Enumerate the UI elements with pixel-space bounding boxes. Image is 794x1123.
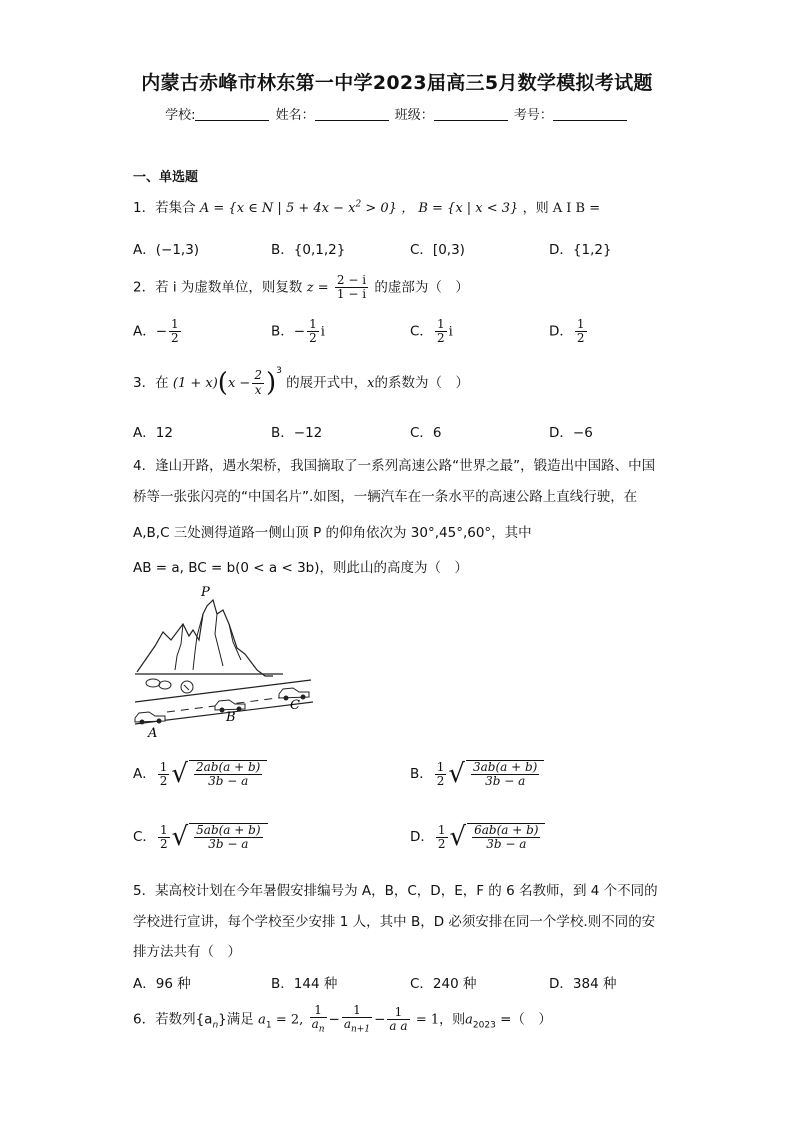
school-blank[interactable] [195,108,269,121]
q1-set-b: ， B = {x | x < 3} [401,201,519,216]
label-a: A [148,726,158,741]
q1-set-a-end: > 0} [361,201,397,216]
q4-b-num: 3ab(a + b) [472,760,538,774]
q2-fraction [335,274,368,301]
q6-frac-2-num: 1 [342,1004,372,1018]
q1-square: 2 [355,199,362,210]
car-a-wheel-rear [157,719,162,724]
q6-frac-3-den: a a [389,1019,408,1034]
q1-lead: 1．若集合 [133,200,196,216]
q4-line-3: A,B,C 三处测得道路一侧山顶 P 的仰角依次为 30°,45°,60°，其中 [133,525,532,541]
q2-option-c-label: C． [410,323,433,340]
q2-option-c[interactable] [410,318,453,345]
name-label: 姓名： [275,108,315,123]
mountain-outline [137,600,273,676]
q6-frac-1-num: 1 [310,1004,327,1018]
student-info-line [0,104,794,123]
q6-frac-1-sub: n [318,1024,325,1035]
q4-d-frac [472,824,540,851]
q3-tail: 的展开式中， [286,375,368,391]
q5-line-3: 排方法共有（ ） [133,944,241,960]
q4-d-half-num: 1 [437,822,446,837]
q2-c-i: i [448,324,453,340]
number-blank[interactable] [553,108,627,121]
q1-option-d[interactable]: D．{1,2} [549,242,612,258]
mountain-ridge-1 [175,624,183,670]
q2-d-frac [575,318,587,345]
q5-option-b[interactable]: B．144 种 [271,976,338,992]
q1-set-a-text: A = {x ∈ N | 5 + 4x − x [199,201,356,216]
rock-mark [184,685,189,690]
q6-frac-2 [342,1004,372,1035]
q4-c-sqrt [189,823,267,851]
label-b: B [226,710,236,725]
mountain-ridge-3 [215,614,223,666]
q6-lead-n: n [212,1020,219,1031]
q4-b-frac [471,761,539,788]
mountain-road-figure [133,584,318,742]
q4-d-num: 6ab(a + b) [474,823,539,837]
q4-option-b[interactable] [410,760,544,788]
q6-a1: a [258,1012,266,1028]
q2-option-a-label: A．− [133,323,168,340]
q2-option-d[interactable] [549,318,589,345]
q2-c-frac [435,318,447,345]
q6-frac-2-den [342,1018,372,1035]
q4-b-half [435,761,447,788]
q1-set-a [200,201,397,216]
car-c-wheel-front [284,696,289,701]
q5-option-d[interactable]: D．384 种 [549,976,617,992]
q4-a-half-num: 1 [159,759,168,774]
q4-d-half-den: 2 [437,836,446,851]
q2-numerator: 2 − i [336,273,367,287]
question-3 [133,366,469,398]
q5-option-a[interactable]: A．96 种 [133,976,191,992]
q4-c-num: 5ab(a + b) [196,823,261,837]
q1-option-c[interactable]: C．[0,3) [410,242,465,258]
q3-tail2: 的系数为（ ） [374,375,469,391]
q2-option-b[interactable] [271,318,325,345]
q4-c-half-num: 1 [159,822,168,837]
q2-b-i: i [320,324,325,340]
q4-b-half-den: 2 [436,773,445,788]
question-1 [133,196,600,216]
rock [181,681,193,693]
q4-d-half [436,824,448,851]
q2-c-num: 1 [436,317,445,331]
q4-a-frac [194,761,262,788]
q4-b-radical: √ [448,759,465,790]
q6-frac-1-a: a [311,1017,319,1032]
q2-b-den: 2 [309,331,317,346]
q4-a-sqrt [189,760,267,788]
q4-option-c-label: C． [133,829,156,846]
q6-eq1: = 1，则 [415,1012,466,1028]
q2-d-den: 2 [576,331,585,346]
q6-lead2: }满足 [218,1011,254,1028]
q5-line-2: 学校进行宣讲，每个学校至少安排 1 人，其中 B，D 必须安排在同一个学校.则不同的安 [133,914,656,930]
q4-d-radical: √ [449,822,467,853]
q6-tail: =（ ） [500,1011,552,1028]
q2-tail: 的虚部为（ ） [374,279,469,296]
q2-option-d-label: D． [549,323,573,340]
q4-d-sqrt [467,823,545,851]
q6-target-sub: 2023 [472,1020,496,1031]
q4-line-4: AB = a, BC = b(0 < a < 3b)，则此山的高度为（ ） [133,560,469,576]
q2-lead: 2．若 i 为虚数单位，则复数 [133,279,303,296]
label-c: C [290,698,300,713]
class-label: 班级： [394,108,434,123]
q4-c-den: 3b − a [208,837,249,852]
q6-eq: = 2, [275,1012,304,1028]
q4-c-half [158,824,170,851]
q6-frac-2-a: a [343,1017,352,1032]
q4-a-half [158,761,170,788]
question-6: 6．若数列$\{a_n\}$满足 $a_1 = 2$, $\frac{1}{a_n}$ − $\frac{1}{a_{n+1}}$ − $\frac{1}{\text{a a}}$ = 1，则$a_{2023}$ =（ ） [133,1003,552,1035]
rock [146,679,160,687]
q2-a-num: 1 [171,317,179,331]
q3-frac [252,369,264,396]
q4-d-den: 3b − a [486,837,527,852]
q3-option-d[interactable]: D．−6 [549,425,593,441]
q3-left-paren: ( [217,368,228,398]
q1-tail: ，则 A I B = [522,201,601,216]
q2-z: z = [306,280,329,296]
q4-c-half-den: 2 [159,836,168,851]
q6-frac-1-den [310,1018,327,1035]
q4-c-radical: √ [171,822,189,853]
car-a-wheel-front [140,720,145,725]
q6-frac-3 [387,1006,409,1033]
q3-right-paren: ) [265,368,277,398]
q4-c-frac [194,824,262,851]
q3-frac-num: 2 [254,368,262,383]
class-blank[interactable] [434,108,508,121]
question-2 [133,274,469,301]
q4-option-d[interactable] [410,823,545,851]
q2-d-num: 1 [576,317,585,331]
q4-a-radical: √ [171,759,188,790]
q5-line-1: 5．某高校计划在今年暑假安排编号为 A，B，C，D，E，F 的 6 名教师，到 4 个不同的 [133,883,658,899]
q3-expr1: (1 + x) [172,376,218,391]
q4-a-half-den: 2 [159,773,168,788]
q4-option-b-label: B． [410,766,433,783]
q3-option-b[interactable]: B．−12 [271,425,323,441]
q4-a-num: 2ab(a + b) [195,760,261,774]
q2-a-den: 2 [171,331,179,346]
q4-option-c[interactable] [133,823,268,851]
q6-frac-1 [310,1004,327,1035]
q2-b-frac [307,318,319,345]
page-title: 内蒙古赤峰市林东第一中学2023届高三5月数学模拟考试题 [141,72,653,94]
rock [159,681,171,689]
q4-a-den: 3b − a [208,774,249,789]
q6-a1-sub: 1 [265,1020,272,1031]
label-p: P [201,585,210,600]
q6-frac-2-sub: n+1 [351,1024,371,1035]
q2-option-a[interactable] [133,318,183,345]
q4-b-sqrt [466,760,544,788]
q2-option-b-label: B．− [271,323,306,340]
q4-b-den: 3b − a [485,774,526,789]
q6-lead: 6．若数列{a [133,1011,213,1028]
section-heading: 一、单选题 [133,170,199,185]
q6-frac-3-num: 1 [387,1006,409,1020]
q1-option-b[interactable]: B．{0,1,2} [271,242,346,258]
q6-target: a [465,1012,473,1028]
name-blank[interactable] [315,108,389,121]
q2-c-den: 2 [436,331,445,346]
q3-lead: 3．在 [133,375,169,391]
q3-expr2: x − [227,376,251,391]
q4-option-a[interactable] [133,760,267,788]
q4-b-half-num: 1 [436,759,445,774]
car-b-wheel-front [220,708,225,713]
q4-line-1: 4．逢山开路，遇水架桥，我国摘取了一系列高速公路“世界之最”，锻造出中国路、中国 [133,458,656,474]
q3-frac-den: x [254,382,262,397]
q2-denominator: 1 − i [336,287,367,302]
q3-option-c[interactable]: C．6 [410,425,442,441]
q2-b-num: 1 [309,317,317,331]
q4-option-a-label: A． [133,766,156,783]
q4-option-d-label: D． [410,829,434,846]
q3-option-a[interactable]: A．12 [133,425,173,441]
q2-a-frac [169,318,181,345]
car-c-wheel-rear [301,695,306,700]
school-label: 学校: [165,108,196,123]
q5-option-c[interactable]: C．240 种 [410,976,477,992]
q3-cube: 3 [276,366,282,376]
q3-x: x [367,376,375,391]
number-label: 考号： [513,108,553,123]
q1-option-a[interactable]: A．(−1,3) [133,242,200,258]
q4-line-2: 桥等一张张闪亮的“中国名片”.如图，一辆汽车在一条水平的高速公路上直线行驶，在 [133,489,638,505]
car-b-wheel-rear [237,707,242,712]
